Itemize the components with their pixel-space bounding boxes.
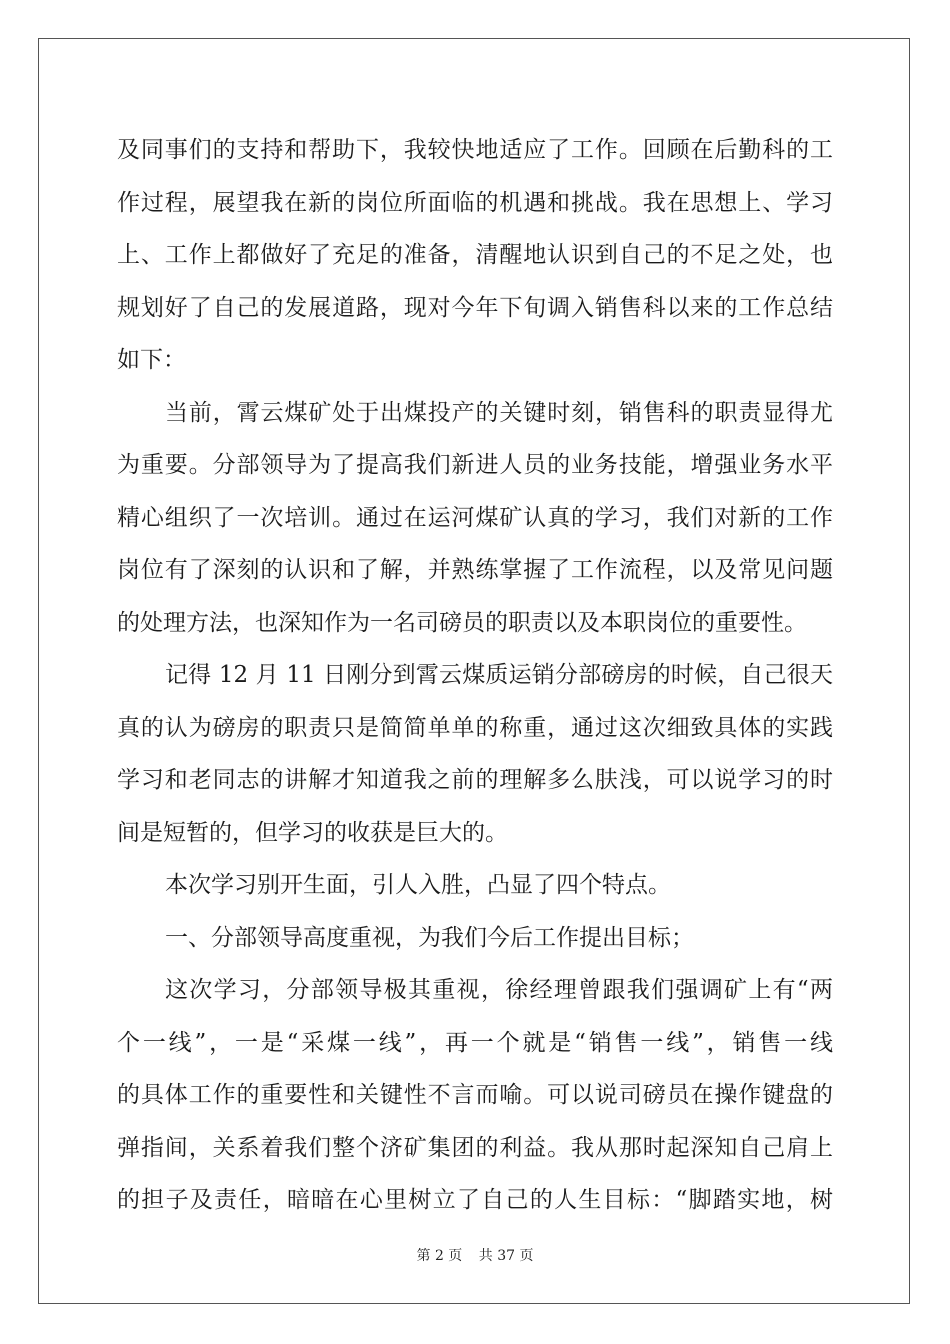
text-line: 如下： <box>117 347 186 373</box>
text-line: 精心组织了一次培训。通过在运河煤矿认真的学习，我们对新的工作 <box>117 504 833 531</box>
text-line: 当前，霄云煤矿处于出煤投产的关键时刻，销售科的职责显得尤 <box>165 399 833 426</box>
text-line: 间是短暂的，但学习的收获是巨大的。 <box>117 819 508 846</box>
text-line: 的处理方法，也深知作为一名司磅员的职责以及本职岗位的重要性。 <box>117 609 807 636</box>
text-line: 作过程，展望我在新的岗位所面临的机遇和挑战。我在思想上、学习 <box>117 189 833 216</box>
text-line: 及同事们的支持和帮助下，我较快地适应了工作。回顾在后勤科的工 <box>117 137 833 163</box>
total-pages: 共 37 页 <box>478 1248 534 1264</box>
text-line: 上、工作上都做好了充足的准备，清醒地认识到自己的不足之处，也 <box>117 242 833 268</box>
text-line: 的具体工作的重要性和关键性不言而喻。可以说司磅员在操作键盘的 <box>117 1082 833 1108</box>
text-line: 个一线”，一是“采煤一线”，再一个就是“销售一线”，销售一线 <box>117 1029 833 1056</box>
text-line: 记得 12 月 11 日刚分到霄云煤质运销分部磅房的时候，自己很天 <box>165 662 833 688</box>
page-footer <box>0 1245 950 1265</box>
text-line: 真的认为磅房的职责只是简简单单的称重，通过这次细致具体的实践 <box>117 714 833 741</box>
text-line: 本次学习别开生面，引人入胜，凸显了四个特点。 <box>165 872 671 898</box>
page-number: 第 2 页 <box>416 1248 463 1264</box>
text-line: 规划好了自己的发展道路，现对今年下旬调入销售科以来的工作总结 <box>117 294 833 321</box>
document-body <box>117 124 833 1227</box>
text-line: 弹指间，关系着我们整个济矿集团的利益。我从那时起深知自己肩上 <box>117 1134 833 1161</box>
text-line: 的担子及责任，暗暗在心里树立了自己的人生目标：“脚踏实地，树 <box>117 1187 833 1213</box>
text-line: 为重要。分部领导为了提高我们新进人员的业务技能，增强业务水平 <box>117 452 833 478</box>
text-line: 这次学习，分部领导极其重视，徐经理曾跟我们强调矿上有“两 <box>165 977 833 1003</box>
text-line: 学习和老同志的讲解才知道我之前的理解多么肤浅，可以说学习的时 <box>117 767 833 793</box>
text-line: 岗位有了深刻的认识和了解，并熟练掌握了工作流程，以及常见问题 <box>117 557 833 583</box>
text-line: 一、分部领导高度重视，为我们今后工作提出目标； <box>165 924 694 951</box>
